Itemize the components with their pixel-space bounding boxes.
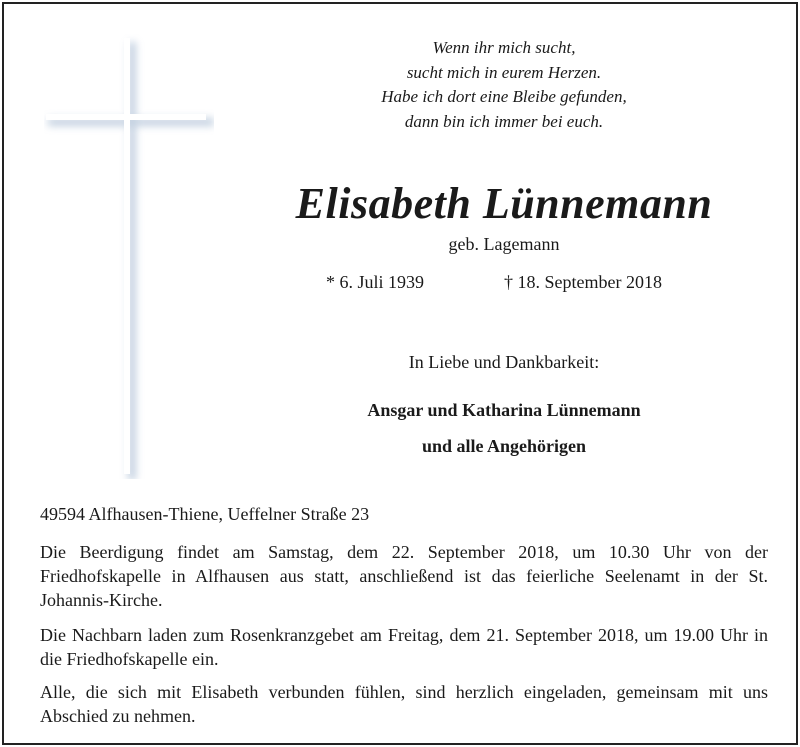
invitation-paragraph: Alle, die sich mit Elisabeth verbunden fühlen, sind herzlich eingeladen, gemeinsam mit uns Abschied zu nehmen. bbox=[40, 682, 768, 726]
deceased-name: Elisabeth Lünnemann bbox=[295, 179, 713, 228]
maiden-name: geb. Lagemann bbox=[448, 234, 560, 254]
cross-icon bbox=[44, 34, 214, 479]
poem-line: Habe ich dort eine Bleibe gefunden, bbox=[381, 87, 627, 106]
address: 49594 Alfhausen-Thiene, Ueffelner Straße 23 bbox=[40, 504, 370, 524]
mourners-family: Ansgar und Katharina Lünnemann bbox=[367, 400, 641, 420]
rosary-paragraph: Die Nachbarn laden zum Rosenkranzgebet am Freitag, dem 21. September 2018, um 19.00 Uhr in die Friedhofskapelle ein. bbox=[40, 625, 768, 669]
birth-date: * 6. Juli 1939 bbox=[326, 272, 425, 292]
mourners-intro: In Liebe und Dankbarkeit: bbox=[408, 352, 600, 372]
funeral-paragraph: Die Beerdigung findet am Samstag, dem 22. September 2018, um 10.30 Uhr von der Friedhofskapelle in Alfhausen aus statt, anschließend ist das feierliche Seelenamt in der St. Johannis-Kirche. bbox=[40, 542, 768, 610]
death-date: † 18. September 2018 bbox=[504, 272, 662, 292]
poem-line: Wenn ihr mich sucht, bbox=[432, 38, 576, 57]
poem-line: sucht mich in eurem Herzen. bbox=[406, 62, 602, 82]
poem bbox=[314, 36, 694, 134]
poem-line: dann bin ich immer bei euch. bbox=[404, 111, 604, 131]
obituary-frame bbox=[2, 2, 798, 745]
mourners-relatives: und alle Angehörigen bbox=[421, 436, 587, 456]
